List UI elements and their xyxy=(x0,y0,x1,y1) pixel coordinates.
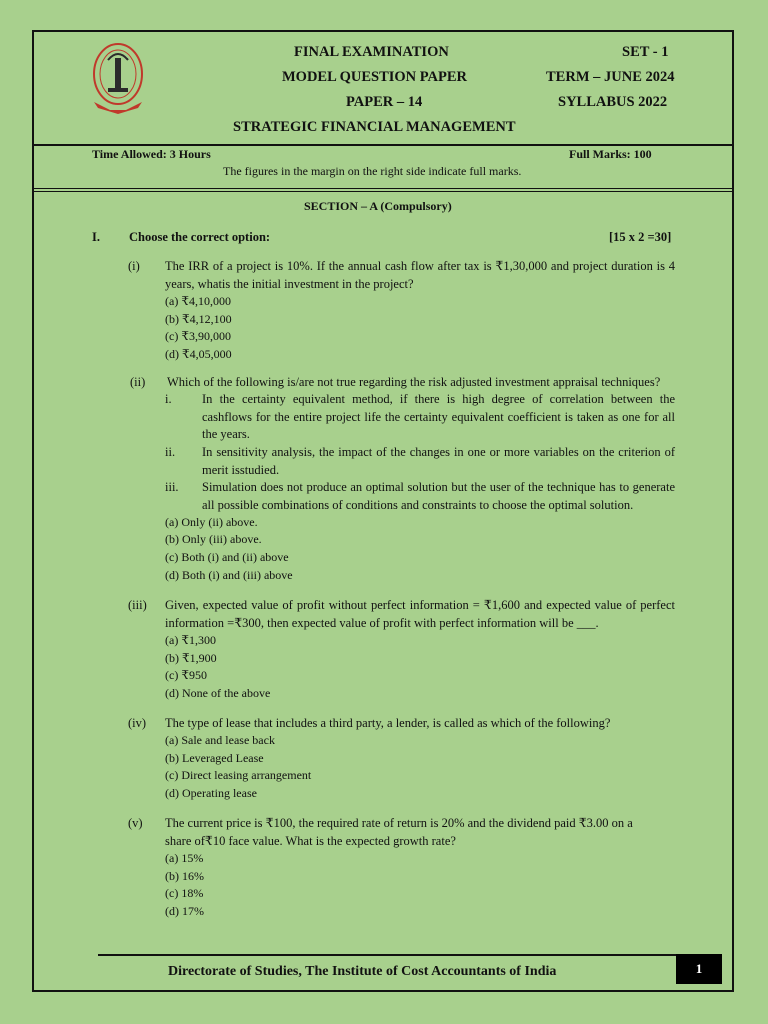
option: (b) ₹4,12,100 xyxy=(165,312,232,326)
subitem-text: In sensitivity analysis, the impact of the changes in one or more variables on the criterion of merit isstudied. xyxy=(202,445,675,477)
question-text: The current price is ₹100, the required rate of return is 20% and the dividend paid ₹3.00 on a share of₹10 face value. What is the expected growth rate? xyxy=(165,816,633,848)
question-text: Which of the following is/are not true regarding the risk adjusted investment appraisal techniques? xyxy=(167,375,661,389)
option: (d) Both (i) and (iii) above xyxy=(165,568,293,582)
exam-header xyxy=(34,32,732,146)
option: (c) ₹3,90,000 xyxy=(165,329,231,343)
exam-info xyxy=(34,146,732,192)
option: (b) Leveraged Lease xyxy=(165,751,264,765)
option: (a) Sale and lease back xyxy=(165,733,275,747)
subject-title: STRATEGIC FINANCIAL MANAGEMENT xyxy=(233,119,516,135)
term-label: TERM – JUNE 2024 xyxy=(546,69,675,85)
option: (c) ₹950 xyxy=(165,668,207,682)
option: (d) Operating lease xyxy=(165,786,257,800)
footer-text: Directorate of Studies, The Institute of Cost Accountants of India xyxy=(168,964,557,979)
set-label: SET - 1 xyxy=(622,44,669,60)
option: (a) 15% xyxy=(165,851,204,865)
question-number: (ii) xyxy=(130,375,146,389)
question-text: The IRR of a project is 10%. If the annual cash flow after tax is ₹1,30,000 and project duration is 4 years, whatis the initial investment in the project? xyxy=(165,259,675,291)
institute-seal-logo xyxy=(90,40,146,116)
marks-note: The figures in the margin on the right side indicate full marks. xyxy=(223,164,522,178)
option: (b) ₹1,900 xyxy=(165,651,217,665)
section-instruction: Choose the correct option: xyxy=(129,230,271,244)
question-number: (v) xyxy=(128,816,143,830)
syllabus-label: SYLLABUS 2022 xyxy=(558,94,668,110)
subitem-number: ii. xyxy=(165,445,176,459)
option: (c) Direct leasing arrangement xyxy=(165,768,312,782)
section-number: I. xyxy=(92,230,100,244)
option: (b) 16% xyxy=(165,869,204,883)
subitem-text: Simulation does not produce an optimal solution but the user of the technique has to generate all possible combinations of conditions and constraints to choose the optimal solution. xyxy=(202,480,675,512)
option: (c) Both (i) and (ii) above xyxy=(165,550,289,564)
paper-type: MODEL QUESTION PAPER xyxy=(282,69,468,85)
question-number: (i) xyxy=(128,259,140,273)
option: (a) Only (ii) above. xyxy=(165,515,258,529)
question-number: (iv) xyxy=(128,716,147,730)
footer-rule xyxy=(98,954,690,956)
question-text: The type of lease that includes a third party, a lender, is called as which of the following? xyxy=(165,716,611,730)
subitem-number: iii. xyxy=(165,480,179,494)
time-allowed: Time Allowed: 3 Hours xyxy=(92,147,211,161)
option: (b) Only (iii) above. xyxy=(165,532,262,546)
paper-number: PAPER – 14 xyxy=(346,94,423,110)
section-marks: [15 x 2 =30] xyxy=(609,230,672,244)
full-marks: Full Marks: 100 xyxy=(569,147,652,161)
option: (a) ₹4,10,000 xyxy=(165,294,231,308)
subitem-text: In the certainty equivalent method, if there is high degree of correlation between the cashflows for the entire project life the certainty equivalent coefficient is taken as one for all the years. xyxy=(202,392,675,441)
subitem-number: i. xyxy=(165,392,172,406)
question-text: Given, expected value of profit without perfect information = ₹1,600 and expected value of perfect information =₹300, then expected value of profit with perfect information will be ___. xyxy=(165,598,675,630)
question-number: (iii) xyxy=(128,598,147,612)
page-number: 1 xyxy=(676,954,722,984)
option: (c) 18% xyxy=(165,886,204,900)
option: (a) ₹1,300 xyxy=(165,633,216,647)
option: (d) None of the above xyxy=(165,686,271,700)
option: (d) ₹4,05,000 xyxy=(165,347,232,361)
exam-title: FINAL EXAMINATION xyxy=(294,44,449,60)
option: (d) 17% xyxy=(165,904,204,918)
page-frame xyxy=(32,30,734,992)
section-title: SECTION – A (Compulsory) xyxy=(304,199,452,213)
